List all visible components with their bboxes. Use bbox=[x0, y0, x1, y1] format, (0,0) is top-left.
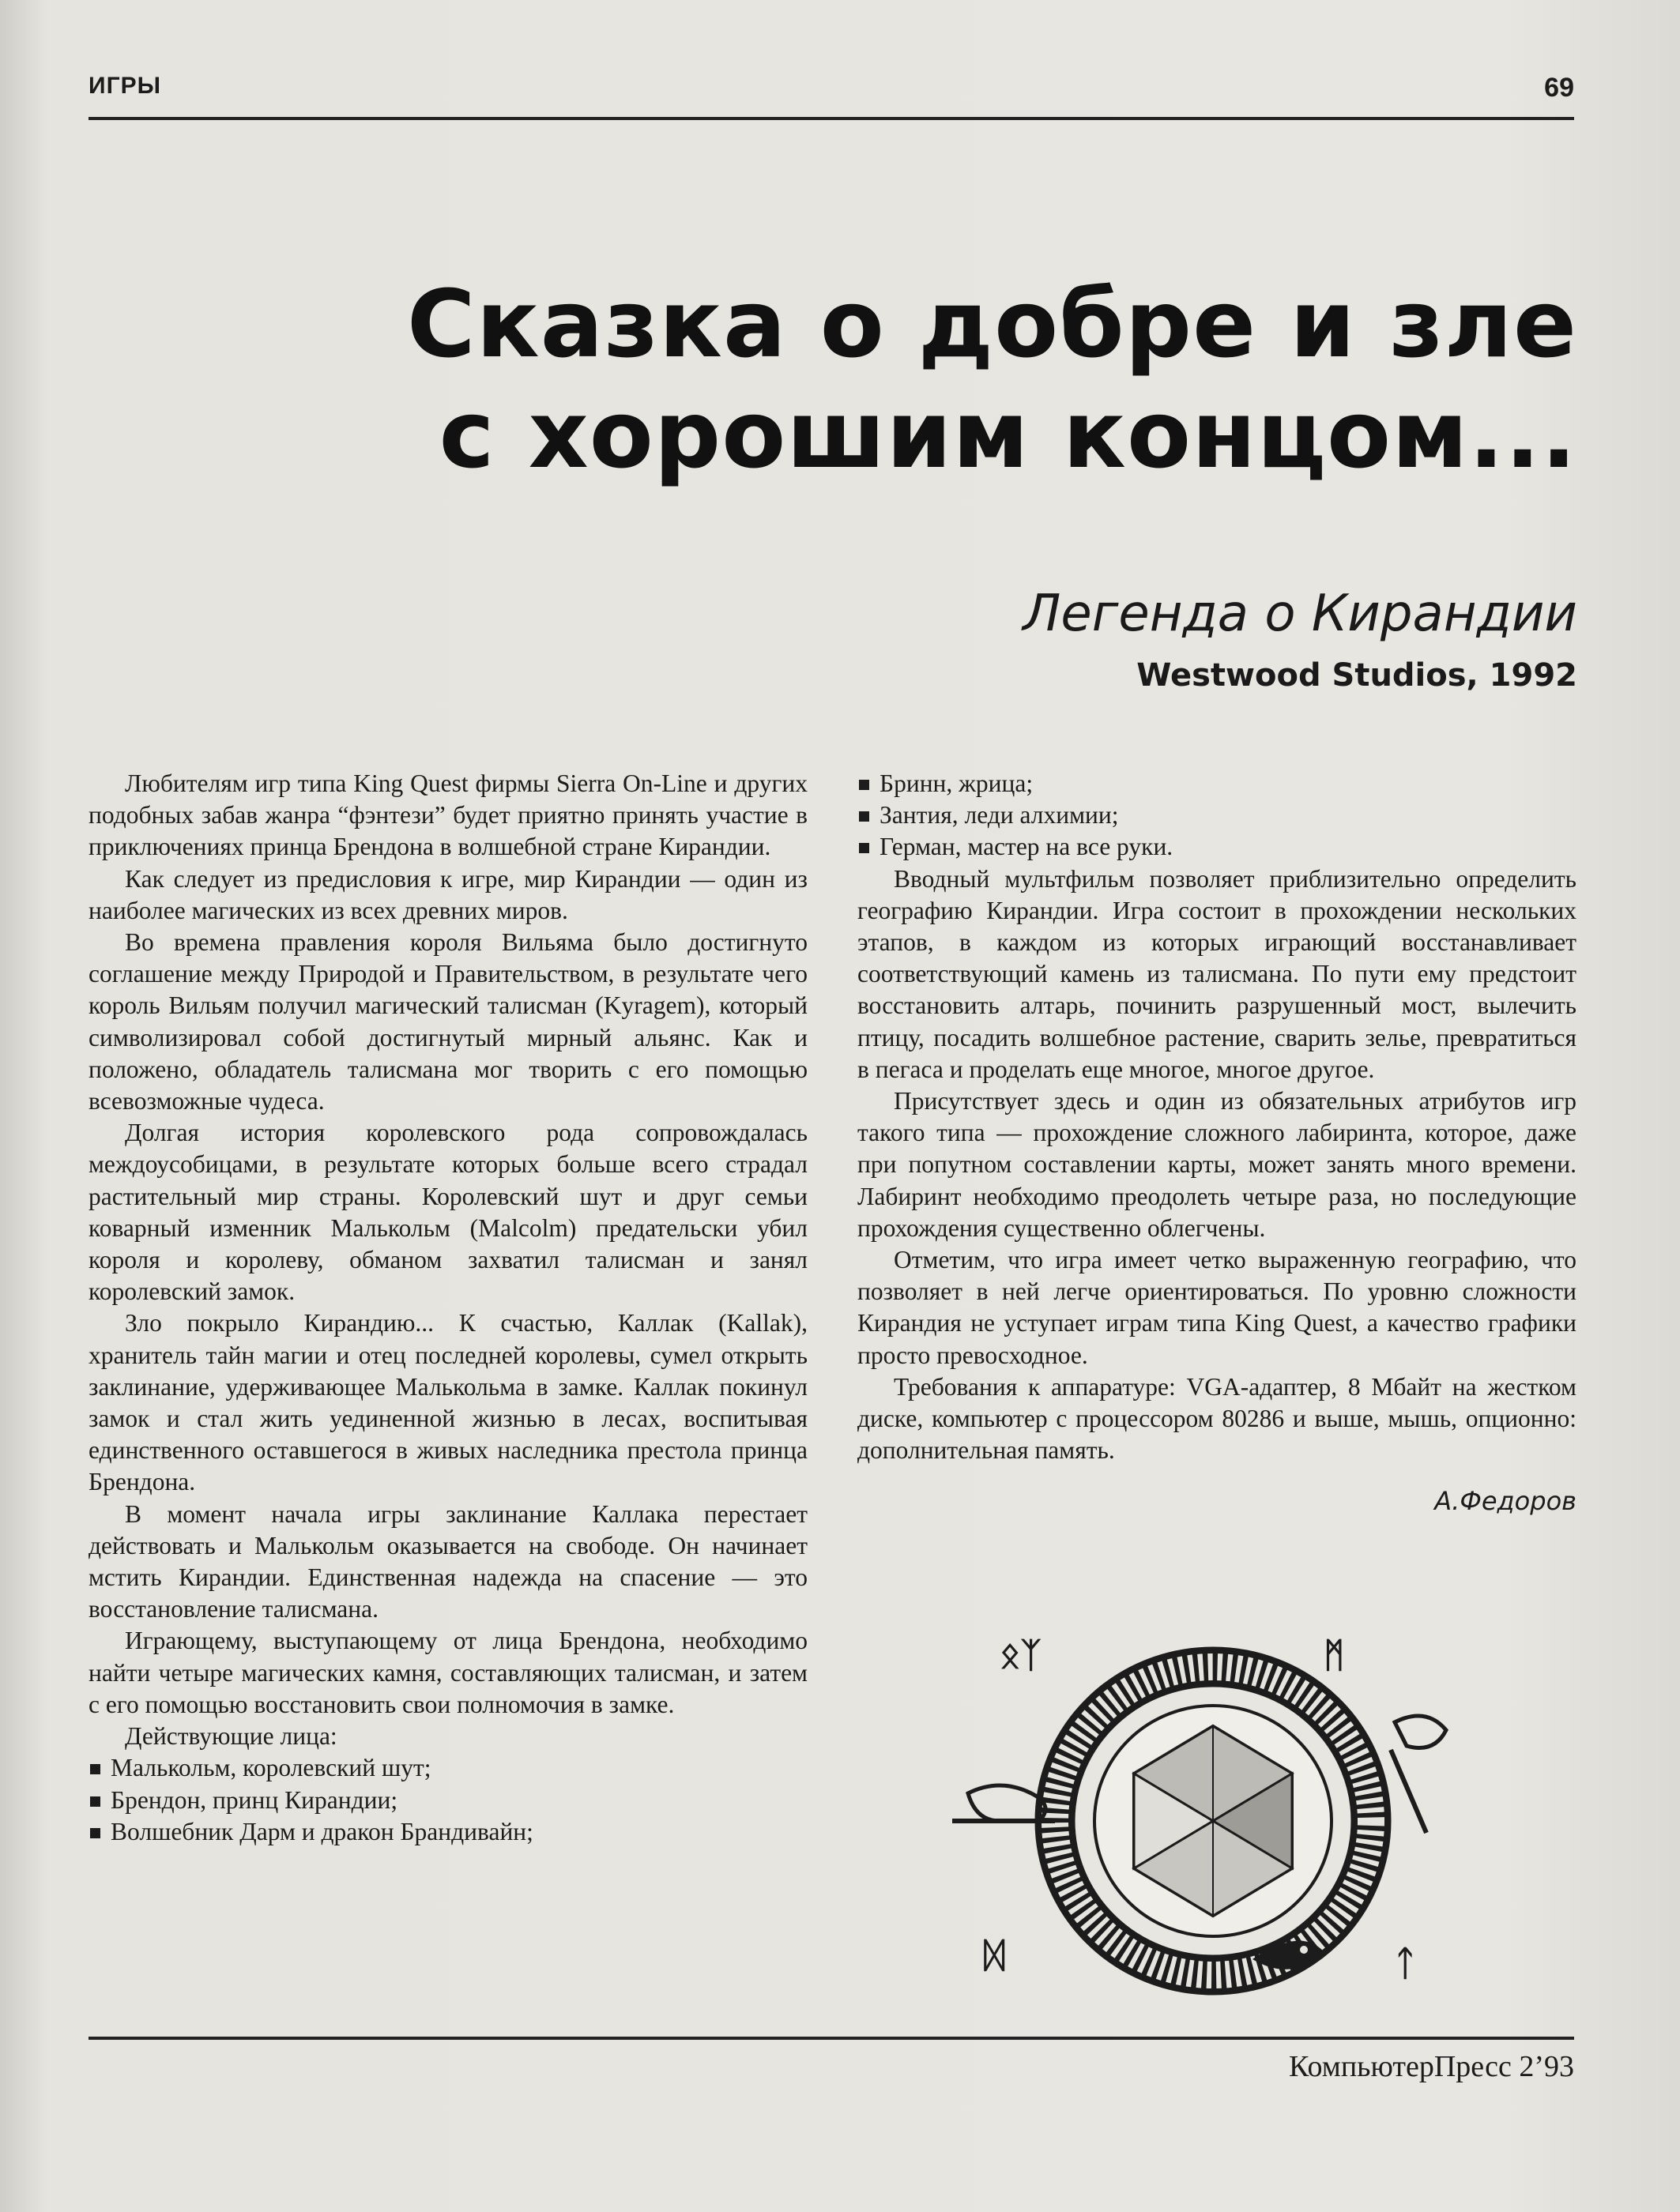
list-item: Волшебник Дарм и дракон Брандивайн; bbox=[89, 1816, 808, 1848]
list-item: Зантия, леди алхимии; bbox=[857, 799, 1576, 831]
svg-text:ᛞ: ᛞ bbox=[984, 1936, 1005, 1976]
paragraph: Зло покрыло Кирандию... К счастью, Каллак (Kallak), хранитель тайн магии и отец последней королевы, сумел открыть заклинание, удерживающее Малькольма в замке. Каллак покинул замок и стал жить уединенной жизнью в лесах, воспитывая единственного оставшегося в живых наследника престола принца Брендона. bbox=[89, 1309, 808, 1496]
svg-text:ᛏ: ᛏ bbox=[1395, 1943, 1416, 1984]
characters-list-continued bbox=[857, 768, 1576, 863]
paragraph: Отметим, что игра имеет четко выраженную географию, что позволяет в ней легче ориентироваться. По уровню сложности Кирандия не уступает играм типа King Quest, а качество графики просто превосходное. bbox=[857, 1246, 1576, 1369]
list-item: Герман, мастер на все руки. bbox=[857, 831, 1576, 863]
paragraph: Во времена правления короля Вильяма было достигнуто соглашение между Природой и Правительством, в результате чего король Вильям получил магический талисман (Kyragem), который символизировал собой достигнутый мирный альянс. Как и положено, обладатель талисмана мог творить с его помощью всевозможные чудеса. bbox=[89, 928, 808, 1115]
serpent-talisman-icon bbox=[952, 1635, 1458, 1999]
paragraph: Вводный мультфильм позволяет приблизительно определить географию Кирандии. Игра состоит в прохождении нескольких этапов, в каждом из которых играющий восстанавливает соответствующий камень из талисмана. По пути ему предстоит восстановить алтарь, починить разрушенный мост, вылечить птицу, посадить волшебное растение, сварить зелье, превратиться в пегаса и проделать еще многое, многое другое. bbox=[857, 864, 1576, 1083]
paragraph: Действующие лица: bbox=[125, 1722, 337, 1751]
title-line-1: Сказка о добре и зле bbox=[407, 269, 1577, 378]
author-signature: А.Федоров bbox=[1434, 1486, 1576, 1517]
section-label: ИГРЫ bbox=[89, 73, 161, 99]
studio-credit: Westwood Studios, 1992 bbox=[1136, 657, 1577, 694]
paragraph: В момент начала игры заклинание Каллака перестает действовать и Малькольм оказывается на свободе. Он начинает мстить Кирандии. Единственная надежда на спасение — это восстановление талисмана. bbox=[89, 1499, 808, 1623]
right-column bbox=[857, 768, 1576, 1518]
svg-text:ᛗ: ᛗ bbox=[1324, 1635, 1345, 1676]
characters-list bbox=[89, 1752, 808, 1848]
page-header bbox=[89, 66, 1574, 122]
paragraph: Требования к аппаратуре: VGA-адаптер, 8 Мбайт на жестком диске, компьютер с процессором 80286 и выше, мышь, опционно: дополнительная память. bbox=[857, 1372, 1576, 1465]
page-number: 69 bbox=[1544, 73, 1574, 103]
paragraph: Как следует из предисловия к игре, мир Кирандии — один из наиболее магических из всех древних миров. bbox=[89, 864, 808, 924]
title-line-2: с хорошим концом... bbox=[439, 380, 1577, 489]
paragraph: Долгая история королевского рода сопровождалась междоусобицами, в результате которых больше всего страдал растительный мир страны. Королевский шут и друг семьи коварный изменник Малькольм (Malcolm) предательски убил короля и королеву, обманом захватил талисман и занял королевский замок. bbox=[89, 1119, 808, 1306]
list-item: Бринн, жрица; bbox=[857, 768, 1576, 799]
paragraph: Играющему, выступающему от лица Брендона, необходимо найти четыре магических камня, составляющих талисман, и затем с его помощью восстановить свои полномочия в замке. bbox=[89, 1627, 808, 1718]
article-subtitle: Легенда о Кирандии bbox=[1023, 585, 1577, 643]
header-rule bbox=[89, 117, 1574, 120]
magazine-footer: КомпьютерПресс 2’93 bbox=[1289, 2050, 1574, 2083]
list-item: Малькольм, королевский шут; bbox=[89, 1752, 808, 1784]
svg-text:ᛟᛉ: ᛟᛉ bbox=[1000, 1635, 1042, 1676]
paragraph: Любителям игр типа King Quest фирмы Sierra On-Line и других подобных забав жанра “фэнтези” будет приятно принять участие в приключениях принца Брендона в волшебной стране Кирандии. bbox=[89, 769, 808, 861]
paragraph: Присутствует здесь и один из обязательных атрибутов игр такого типа — прохождение сложного лабиринта, которое, даже при попутном составлении карты, может занять много времени. Лабиринт необходимо преодолеть четыре раза, но последующие прохождения существенно облегчены. bbox=[857, 1087, 1576, 1242]
left-column bbox=[89, 768, 808, 1848]
article-title bbox=[234, 269, 1577, 490]
list-item: Брендон, принц Кирандии; bbox=[89, 1785, 808, 1816]
footer-rule bbox=[89, 2037, 1574, 2040]
